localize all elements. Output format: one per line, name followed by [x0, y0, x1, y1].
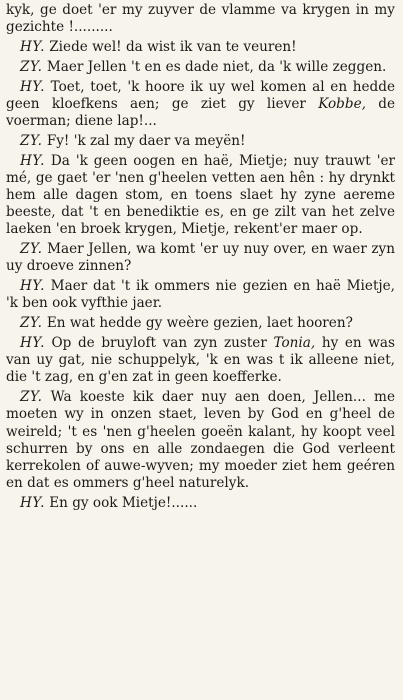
dialogue-paragraph — [6, 153, 395, 239]
dialogue-paragraph — [6, 59, 395, 76]
dialogue-text: de voerman; diene lap!... — [6, 95, 395, 129]
speaker-label: HY. — [20, 78, 45, 95]
italic-name: Kobbe, — [318, 95, 366, 112]
dialogue-text: Wa koeste kik daer nuy aen doen, Jellen... me moeten wy in onzen staet, leven by God en g'heel de weireld; 't es 'nen g'heelen goeën kalant, hy koopt veel schurren by ons en alle zondaegen die God verleent kerrekolen of auwe-wyven; my moeder ziet hem geéren en dat es ommers g'heel naturelyk. — [6, 389, 395, 492]
dialogue-paragraph — [6, 389, 395, 492]
dialogue-paragraph — [6, 278, 395, 312]
dialogue-text: Ziede wel! da wist ik van te veuren! — [44, 39, 297, 55]
dialogue-paragraph — [6, 2, 395, 36]
speaker-label: HY. — [20, 152, 45, 169]
dialogue-text: Fy! 'k zal my daer va meyën! — [42, 132, 246, 149]
dialogue-text: kyk, ge doet 'er my zuyver de vlamme va krygen in my gezichte !......... — [6, 2, 395, 36]
dialogue-text: Maer Jellen, wa komt 'er uy nuy over, en waer zyn uy droeve zinnen? — [6, 241, 395, 275]
speaker-label: ZY. — [20, 241, 43, 258]
dialogue-paragraph — [6, 315, 395, 332]
dialogue-paragraph — [6, 495, 395, 512]
dialogue-text: hy en was van uy gat, nie schuppelyk, 'k en was t ik alleene niet, die 't zag, en g'en zat in geen koefferke. — [6, 335, 395, 386]
dialogue-text: En wat hedde gy weère gezien, laet hooren? — [42, 315, 353, 332]
dialogue-paragraph — [6, 241, 395, 275]
speaker-label: HY. — [20, 335, 45, 351]
dialogue-text: Maer Jellen 't en es dade niet, da 'k wille zeggen. — [42, 58, 387, 75]
speaker-label: ZY. — [20, 58, 43, 75]
speaker-label: HY. — [20, 495, 45, 512]
italic-name: Tonia, — [273, 335, 316, 351]
speaker-label: ZY. — [20, 132, 43, 149]
speaker-label: ZY. — [20, 315, 43, 332]
speaker-label: HY. — [20, 278, 45, 295]
dialogue-paragraph — [6, 133, 395, 150]
dialogue-text: En gy ook Mietje!...... — [44, 495, 198, 512]
dialogue-text: Toet, toet, 'k hoore ik uy wel komen al en hedde geen kloefkens aen; ge ziet gy liever — [6, 78, 395, 112]
dialogue-paragraph — [6, 79, 395, 131]
speaker-label: ZY. — [20, 389, 43, 406]
speaker-label: HY. — [20, 39, 45, 55]
dialogue-paragraph — [6, 39, 395, 56]
dialogue-text: Da 'k geen oogen en haë, Mietje; nuy trauwt 'er mé, ge gaet 'er 'nen g'heelen vetten aen hên : hy drynkt hem alle dagen stom, en toens slaet hy zyne aereme beeste, dat 't en benediktie es, en ge zilt van het zelve laeken 'en broek krygen, Mietje, rekent'er maer op. — [6, 152, 395, 238]
dialogue-text: Op de bruyloft van zyn zuster — [44, 335, 274, 351]
dialogue-paragraph — [6, 335, 395, 387]
dialogue-text: Maer dat 't ik ommers nie gezien en haë Mietje, 'k ben ook vyfthie jaer. — [6, 278, 395, 312]
